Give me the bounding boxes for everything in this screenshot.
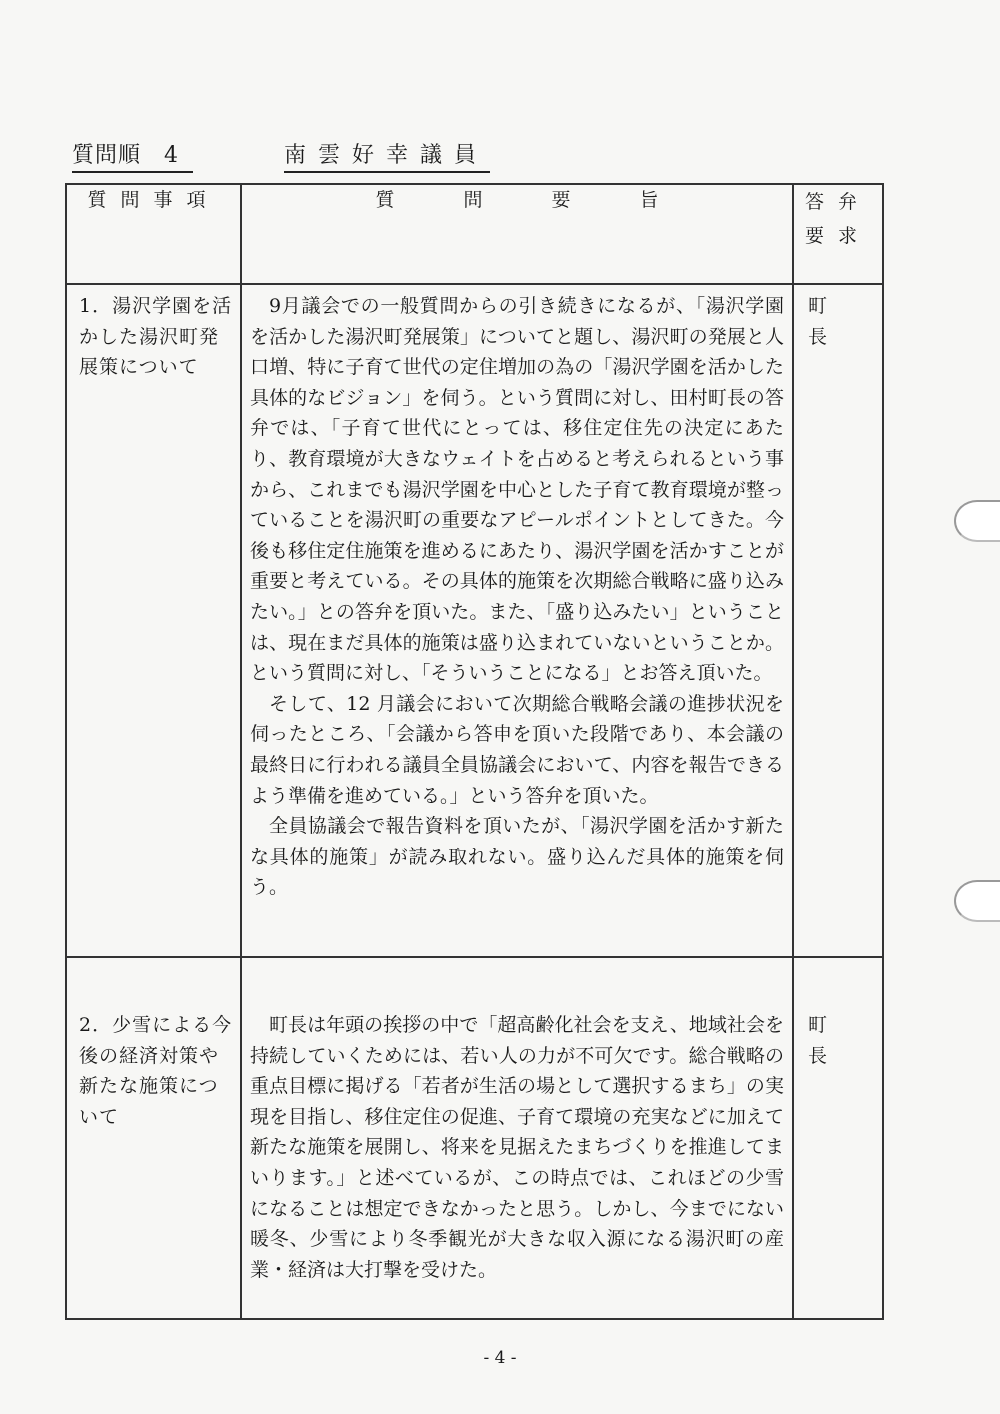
- gist-char: 問: [463, 189, 483, 211]
- question-table: [65, 183, 884, 1320]
- answer-request: 町長: [793, 284, 883, 957]
- punch-hole-mark: [954, 880, 1000, 922]
- answer-request: 町長: [793, 957, 883, 1319]
- gist-char: 要: [551, 189, 571, 211]
- gist-char: 旨: [639, 189, 659, 211]
- gist-char: 質: [375, 189, 395, 211]
- request-header-line2: 要求: [804, 225, 871, 247]
- gist-paragraph: そして、12 月議会において次期総合戦略会議の進捗状況を伺ったところ、「会議から答申を頂いた段階であり、本会議の最終日に行われる議員全員協議会において、内容を報告できるよう準備を進めている。」という答弁を頂いた。: [250, 692, 784, 807]
- column-header-gist: [241, 184, 793, 284]
- question-order: 質問順 4: [72, 138, 193, 173]
- table-row: [66, 957, 883, 1319]
- column-header-request: [793, 184, 883, 284]
- punch-hole-mark: [954, 500, 1000, 542]
- gist-paragraph: 町長は年頭の挨拶の中で「超高齢化社会を支え、地域社会を持続していくためには、若い人の力が不可欠です。総合戦略の重点目標に掲げる「若者が生活の場として選択するまち」の実現を目指し、移住定住の促進、子育て環境の充実などに加えて新たな施策を展開し、将来を見据えたまちづくりを推進してまいります。」と述べているが、この時点では、これほどの少雪になることは想定できなかったと思う。しかし、今までにない暖冬、少雪により冬季観光が大きな収入源になる湯沢町の産業・経済は大打撃を受けた。: [250, 1014, 784, 1281]
- gist-paragraph: 全員協議会で報告資料を頂いたが、「湯沢学園を活かす新たな具体的施策」が読み取れない。盛り込んだ具体的施策を伺う。: [250, 815, 784, 899]
- page-number: - 4 -: [483, 1348, 517, 1368]
- table-row: [66, 284, 883, 957]
- question-item: 2．少雪による今後の経済対策や新たな施策について: [66, 957, 241, 1319]
- question-gist: [241, 284, 793, 957]
- gist-paragraph: 9月議会での一般質問からの引き続きになるが、「湯沢学園を活かした湯沢町発展策」についてと題し、湯沢町の発展と人口増、特に子育て世代の定住増加の為の「湯沢学園を活かした具体的なビジョン」を伺う。という質問に対し、田村町長の答弁では、「子育て世代にとっては、移住定住先の決定にあたり、教育環境が大きなウェイトを占めると考えられるという事から、これまでも湯沢学園を中心とした子育て教育環境が整っていることを湯沢町の重要なアピールポイントとしてきた。今後も移住定住施策を進めるにあたり、湯沢学園を活かすことが重要と考えている。その具体的施策を次期総合戦略に盛り込みたい。」との答弁を頂いた。また、「盛り込みたい」ということは、現在まだ具体的施策は盛り込まれていないということか。という質問に対し、「そういうことになる」とお答え頂いた。: [250, 295, 784, 685]
- column-header-item: 質問事項: [66, 184, 241, 284]
- question-gist: [241, 957, 793, 1319]
- request-header-line1: 答弁: [804, 191, 871, 213]
- council-member-name: 南雲好幸議員: [284, 138, 490, 173]
- table-header-row: [66, 184, 883, 284]
- question-item: 1．湯沢学園を活かした湯沢町発展策について: [66, 284, 241, 957]
